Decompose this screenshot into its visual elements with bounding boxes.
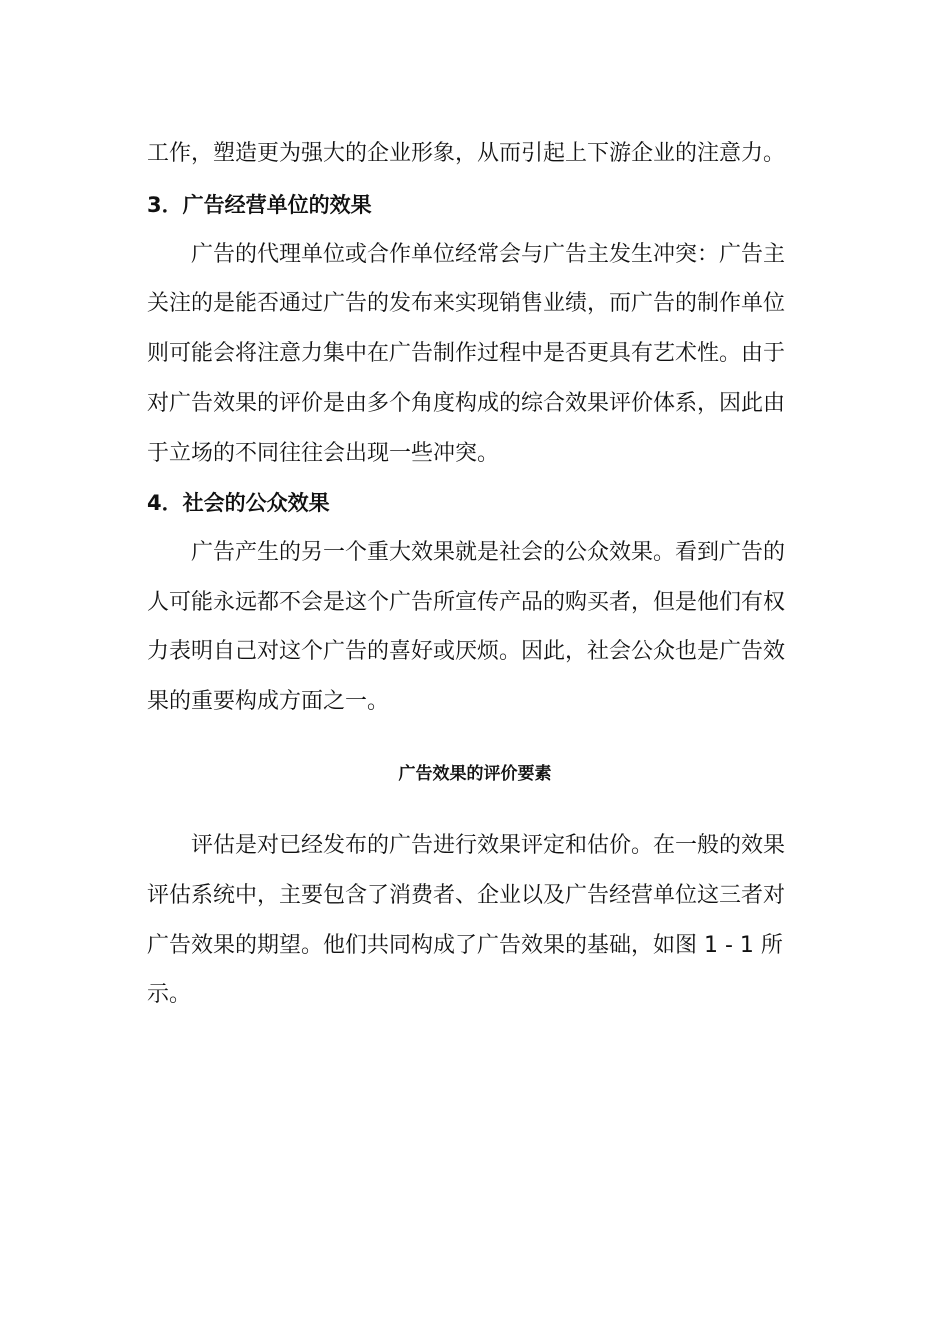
paragraph-line: 力表明自己对这个广告的喜好或厌烦。因此，社会公众也是广告效	[147, 639, 786, 664]
paragraph-line: 评估系统中，主要包含了消费者、企业以及广告经营单位这三者对	[147, 883, 786, 908]
paragraph-line: 人可能永远都不会是这个广告所宣传产品的购买者，但是他们有权	[147, 590, 786, 615]
section-title: 广告效果的评价要素	[398, 764, 552, 784]
paragraph-line: 评估是对已经发布的广告进行效果评定和估价。在一般的效果	[191, 833, 786, 858]
paragraph-line: 关注的是能否通过广告的发布来实现销售业绩，而广告的制作单位	[147, 291, 786, 316]
paragraph-line: 广告的代理单位或合作单位经常会与广告主发生冲突：广告主	[191, 242, 786, 267]
section-heading-3: 3．广告经营单位的效果	[147, 193, 372, 217]
paragraph-line: 示。	[147, 982, 192, 1007]
paragraph-line: 广告效果的期望。他们共同构成了广告效果的基础，如图 1 - 1 所	[147, 933, 783, 958]
paragraph-line: 广告产生的另一个重大效果就是社会的公众效果。看到广告的	[191, 540, 786, 565]
paragraph-line: 工作，塑造更为强大的企业形象，从而引起上下游企业的注意力。	[147, 141, 786, 166]
paragraph-line: 于立场的不同往往会出现一些冲突。	[147, 441, 500, 466]
section-heading-4: 4．社会的公众效果	[147, 491, 330, 515]
paragraph-line: 对广告效果的评价是由多个角度构成的综合效果评价体系，因此由	[147, 391, 786, 416]
paragraph-line: 则可能会将注意力集中在广告制作过程中是否更具有艺术性。由于	[147, 341, 786, 366]
paragraph-line: 果的重要构成方面之一。	[147, 689, 390, 714]
